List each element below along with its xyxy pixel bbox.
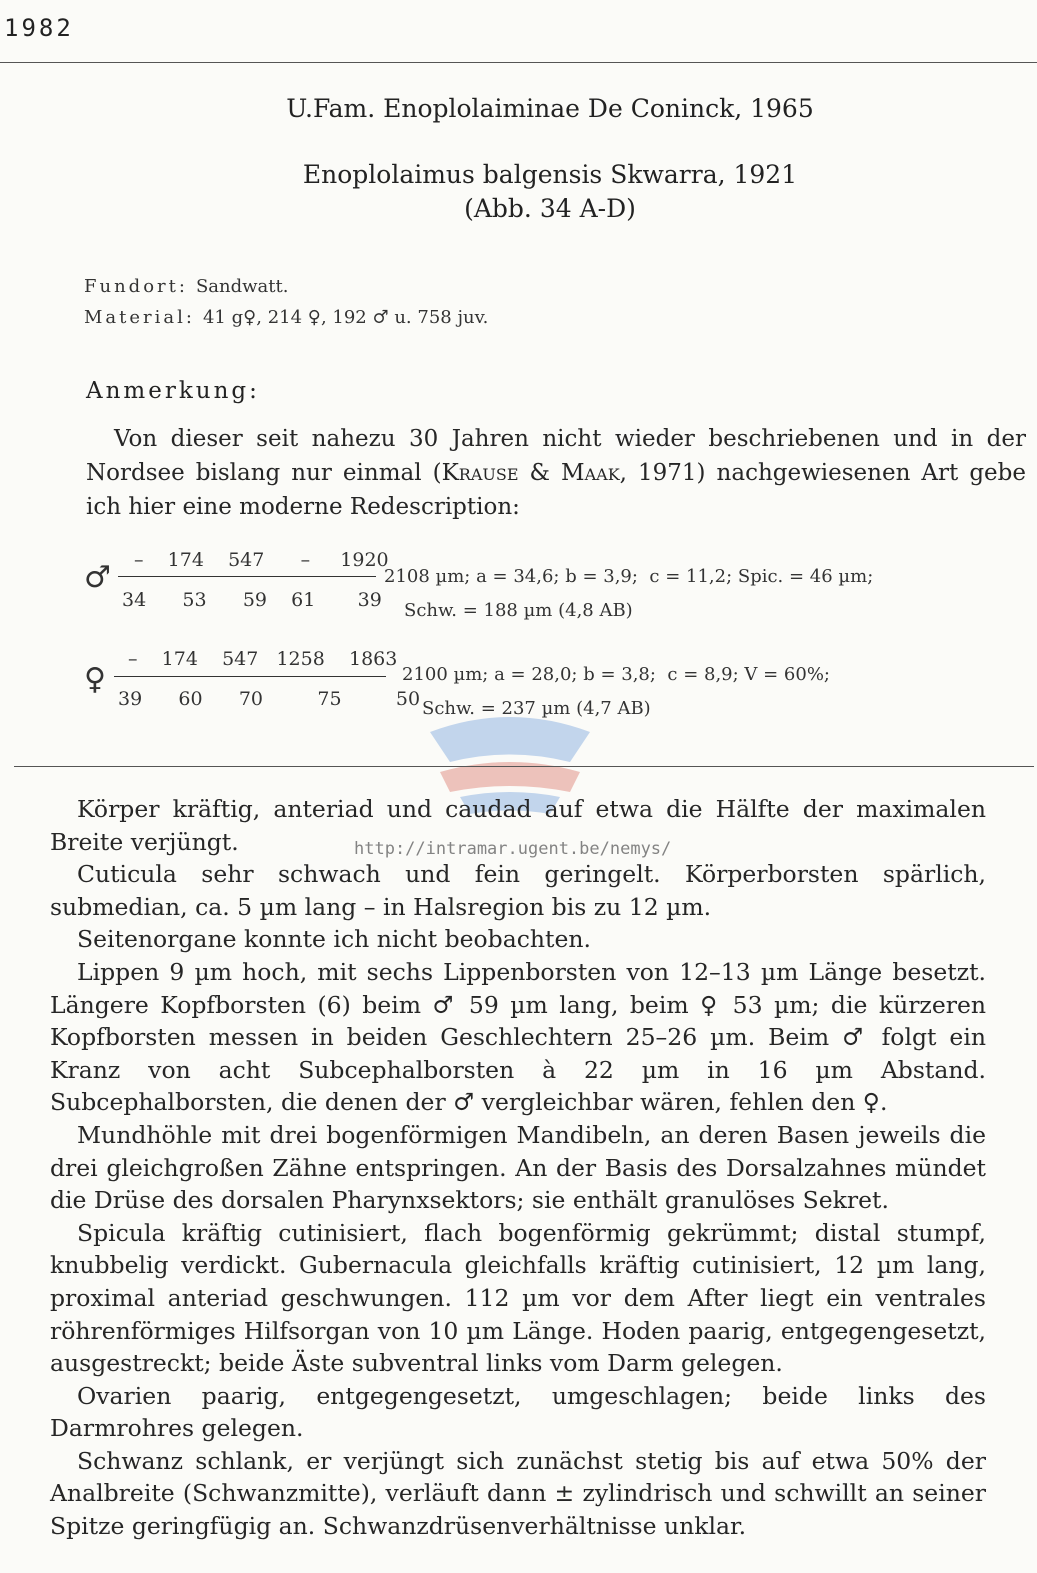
anmerkung-text-b: , 1971) nachgewiesenen Art gebe ich hier eine moderne Redescription:: [86, 460, 1026, 520]
female-numerator: – 174 547 1258 1863: [128, 648, 398, 670]
paragraph-koerper: Körper kräftig, anteriad und caudad auf etwa die Hälfte der maximalen Breite verjüngt.: [50, 795, 986, 856]
paragraph-cuticula: Cuticula sehr schwach und fein geringelt. Körperborsten spärlich, submedian, ca. 5 µm lang – in Halsregion bis zu 12 µm.: [50, 860, 986, 921]
paragraph-schwanz: Schwanz schlank, er verjüngt sich zunächst stetig bis auf etwa 50% der Analbreite (Schwanzmitte), verläuft dann ± zylindrisch und schwillt an seiner Spitze geringfügig an. Schwanzdrüsenverhältnisse unklar.: [50, 1446, 986, 1541]
paragraph-spicula: Spicula kräftig cutinisiert, flach bogenförmig gekrümmt; distal stumpf, knubbelig verdickt. Gubernacula gleichfalls kräftig cutinisiert, 12 µm lang, proximal anteriad geschwungen. 112 µm vor dem After liegt ein ventrales röhrenförmiges Hilfsorgan von 10 µm Länge. Hoden paarig, entgegengesetzt, ausgestreckt; beide Äste subventral links vom Darm gelegen.: [50, 1218, 986, 1378]
paragraph-seitenorgane: Seitenorgane konnte ich nicht beobachten.: [77, 925, 591, 954]
female-fraction-bar: [114, 676, 386, 677]
description-body: [50, 793, 986, 1543]
paragraph-mundhoehle: Mundhöhle mit drei bogenförmigen Mandibeln, an deren Basen jeweils die drei gleichgroßen Zähne entspringen. An der Basis des Dorsalzahnes mündet die Drüse des dorsalen Pharynxsektors; sie enthält granulöses Sekret.: [50, 1120, 986, 1215]
male-numerator: – 174 547 – 1920: [134, 549, 389, 571]
male-denominator: 34 53 59 61 39: [122, 589, 382, 611]
female-measure-line1: 2100 µm; a = 28,0; b = 3,8; c = 8,9; V = 60%;: [402, 664, 831, 685]
paragraph-lippen: Lippen 9 µm hoch, mit sechs Lippenborsten von 12–13 µm Länge besetzt. Längere Kopfborsten (6) beim ♂ 59 µm lang, beim ♀ 53 µm; die kürzeren Kopfborsten messen in beiden Geschlechtern 25–26 µm. Beim ♂ folgt ein Kranz von acht Subcephalborsten à 22 µm in 16 µm Abstand. Subcephalborsten, die denen der ♂ vergleichbar wären, fehlen den ♀.: [50, 957, 986, 1117]
material-value: 41 g♀, 214 ♀, 192 ♂ u. 758 juv.: [202, 307, 489, 328]
paragraph-ovarien: Ovarien paarig, entgegengesetzt, umgeschlagen; beide links des Darmrohres gelegen.: [50, 1381, 986, 1443]
watermark-url: http://intramar.ugent.be/nemys/: [354, 839, 672, 859]
male-measure-line1: 2108 µm; a = 34,6; b = 3,9; c = 11,2; Spic. = 46 µm;: [384, 566, 874, 587]
fundort-label: Fundort:: [84, 276, 188, 297]
top-rule: [0, 62, 1037, 63]
male-measure-line2: Schw. = 188 µm (4,8 AB): [404, 600, 633, 621]
fundort-line: [84, 276, 288, 297]
page-year: 1982: [4, 14, 74, 42]
fundort-value: Sandwatt.: [195, 276, 289, 297]
anmerkung-authors: Krause & Maak: [441, 460, 620, 486]
female-denominator: 39 60 70 75 50: [118, 688, 421, 710]
figure-reference: (Abb. 34 A-D): [464, 194, 636, 223]
female-symbol: ♀: [84, 662, 106, 697]
family-heading: U.Fam. Enoplolaiminae De Coninck, 1965: [286, 94, 814, 123]
anmerkung-text-a: Von dieser seit nahezu 30 Jahren nicht wieder beschriebenen und in der Nordsee bislang nur einmal (: [86, 426, 1026, 486]
male-symbol: ♂: [84, 560, 111, 595]
material-label: Material:: [84, 307, 195, 328]
anmerkung-paragraph: [86, 422, 1026, 524]
male-fraction-bar: [118, 576, 376, 577]
species-heading: Enoplolaimus balgensis Skwarra, 1921: [302, 160, 798, 189]
material-line: [84, 307, 488, 328]
section-rule: [14, 766, 1034, 767]
female-measure-line2: Schw. = 237 µm (4,7 AB): [422, 698, 651, 719]
anmerkung-title: Anmerkung:: [86, 378, 260, 404]
